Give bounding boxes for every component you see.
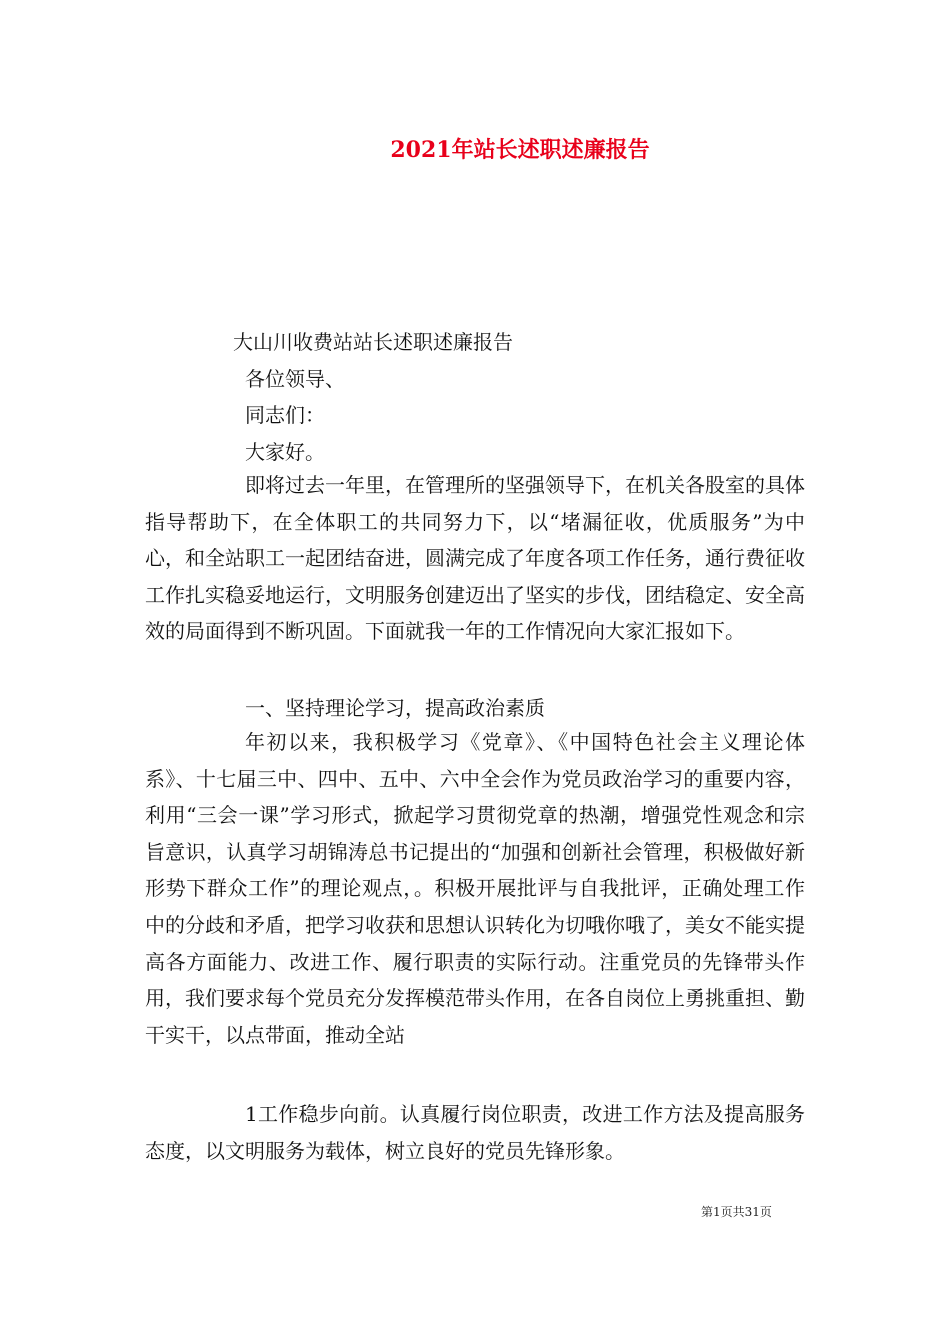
paragraph-study: 年初以来，我积极学习《党章》、《中国特色社会主义理论体系》、十七届三中、四中、五中、六中全会作为党员政治学习的重要内容，利用“三会一课”学习形式，掀起学习贯彻党章的热潮，增强党性观念和宗旨意识，认真学习胡锦涛总书记提出的“加强和创新社会管理，积极做好新形势下群众工作”的理论观点，。积极开展批评与自我批评，正确处理工作中的分歧和矛盾，把学习收获和思想认识转化为切哦你哦了，美女不能实提高各方面能力、改进工作、履行职责的实际行动。注重党员的先锋带头作用，我们要求每个党员充分发挥模范带头作用，在各自岗位上勇挑重担、勤干实干，以点带面，推动全站 bbox=[145, 730, 805, 1047]
document-subtitle: 大山川收费站站长述职述廉报告 bbox=[233, 330, 513, 354]
greeting-leaders: 各位领导、 bbox=[245, 367, 345, 391]
section-heading-1: 一、坚持理论学习，提高政治素质 bbox=[245, 696, 545, 720]
greeting-comrades: 同志们： bbox=[245, 403, 325, 427]
paragraph-intro: 即将过去一年里，在管理所的坚强领导下，在机关各股室的具体指导帮助下，在全体职工的共同努力下，以“堵漏征收，优质服务”为中心，和全站职工一起团结奋进，圆满完成了年度各项工作任务，通行费征收工作扎实稳妥地运行，文明服务创建迈出了坚实的步伐，团结稳定、安全高效的局面得到不断巩固。下面就我一年的工作情况向大家汇报如下。 bbox=[145, 473, 805, 644]
greeting-hello: 大家好。 bbox=[245, 440, 325, 464]
paragraph-work: 1工作稳步向前。认真履行岗位职责，改进工作方法及提高服务态度，以文明服务为载体，树立良好的党员先锋形象。 bbox=[145, 1102, 805, 1163]
document-title: 2021年站长述职述廉报告 bbox=[390, 137, 650, 163]
page-footer: 第1页共31页 bbox=[701, 1205, 772, 1219]
